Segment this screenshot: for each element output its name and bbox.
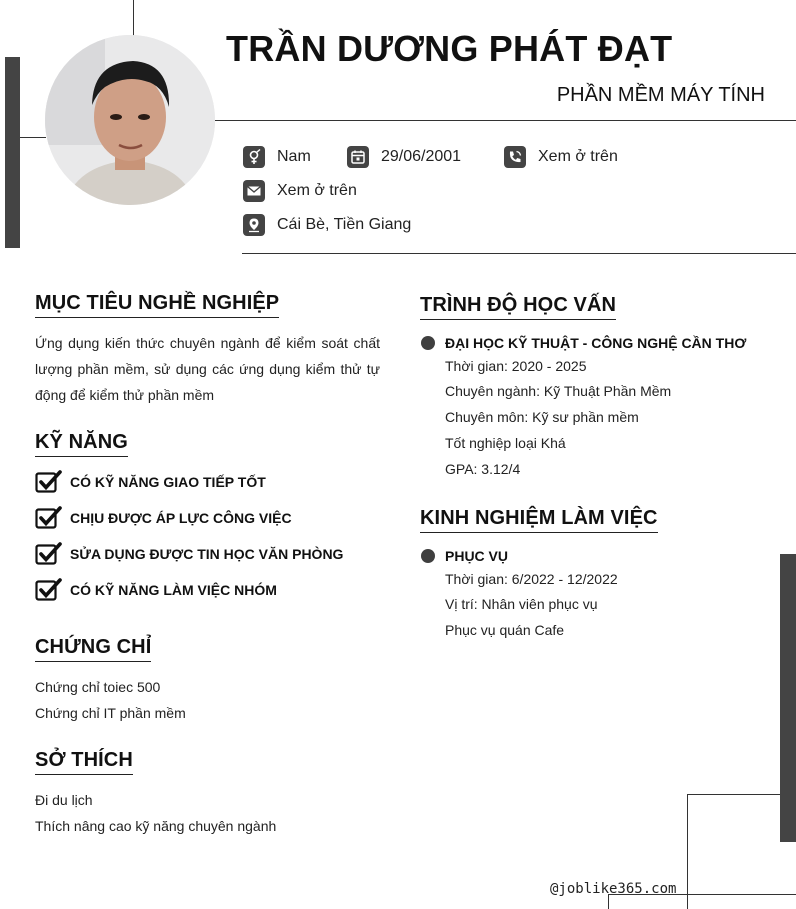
hobbies-heading: SỞ THÍCH xyxy=(35,749,133,775)
address-value: Cái Bè, Tiền Giang xyxy=(277,216,412,233)
contact-address xyxy=(243,214,411,236)
location-icon xyxy=(243,214,265,236)
candidate-name: TRẦN DƯƠNG PHÁT ĐẠT xyxy=(226,28,673,69)
calendar-icon xyxy=(347,146,369,168)
mail-icon xyxy=(243,180,265,202)
gender-value: Nam xyxy=(277,148,311,165)
education-detail: Chuyên ngành: Kỹ Thuật Phần Mềm xyxy=(445,383,672,399)
education-detail: Chuyên môn: Kỹ sư phần mềm xyxy=(445,409,639,425)
skill-label: CÓ KỸ NĂNG LÀM VIỆC NHÓM xyxy=(70,582,277,598)
contact-phone xyxy=(504,146,618,168)
contact-divider xyxy=(242,253,796,254)
watermark-text: @joblike365.com xyxy=(550,881,677,897)
checkbox-checked-icon xyxy=(35,506,63,530)
email-value: Xem ở trên xyxy=(277,182,357,199)
bottom-frame-top xyxy=(687,794,780,795)
skill-label: CHỊU ĐƯỢC ÁP LỰC CÔNG VIỆC xyxy=(70,510,292,526)
hobby-item: Đi du lịch xyxy=(35,792,93,808)
left-accent-bar xyxy=(5,57,20,248)
skill-item xyxy=(35,542,343,566)
checkbox-checked-icon xyxy=(35,470,63,494)
checkbox-checked-icon xyxy=(35,542,63,566)
hobby-item: Thích nâng cao kỹ năng chuyên ngành xyxy=(35,818,277,834)
objective-heading: MỤC TIÊU NGHỀ NGHIỆP xyxy=(35,292,279,318)
education-detail: Tốt nghiệp loại Khá xyxy=(445,435,566,451)
skill-item xyxy=(35,470,266,494)
contact-email xyxy=(243,180,357,202)
left-horizontal-line xyxy=(20,137,46,138)
education-detail: GPA: 3.12/4 xyxy=(445,461,521,477)
experience-detail: Thời gian: 6/2022 - 12/2022 xyxy=(445,571,618,587)
contact-birthday xyxy=(347,146,461,168)
top-vertical-line xyxy=(133,0,134,36)
job-position: PHẦN MỀM MÁY TÍNH xyxy=(556,84,765,106)
experience-detail: Phục vụ quán Cafe xyxy=(445,622,565,638)
school-name: ĐẠI HỌC KỸ THUẬT - CÔNG NGHỆ CẦN THƠ xyxy=(445,335,747,351)
job-title: PHỤC VỤ xyxy=(445,548,509,564)
education-detail: Thời gian: 2020 - 2025 xyxy=(445,358,587,374)
bullet-dot xyxy=(421,549,435,563)
bullet-dot xyxy=(421,336,435,350)
skill-label: SỬA DỤNG ĐƯỢC TIN HỌC VĂN PHÒNG xyxy=(70,546,344,562)
checkbox-checked-icon xyxy=(35,578,63,602)
experience-detail: Vị trí: Nhân viên phục vụ xyxy=(445,596,598,612)
gender-icon xyxy=(243,146,265,168)
bottom-frame-left xyxy=(687,794,688,909)
objective-text: Ứng dụng kiến thức chuyên ngành để kiểm soát chất lượng phần mềm, sử dụng các ứng dụng kiểm thử tự động để kiểm thử phần mềm xyxy=(35,335,380,403)
header-divider xyxy=(215,120,796,121)
contact-gender xyxy=(243,146,311,168)
certificate-item: Chứng chỉ toiec 500 xyxy=(35,679,161,695)
avatar xyxy=(45,35,215,205)
experience-heading: KINH NGHIỆM LÀM VIỆC xyxy=(420,507,658,533)
birthday-value: 29/06/2001 xyxy=(381,148,462,165)
phone-value: Xem ở trên xyxy=(538,148,618,165)
certificate-item: Chứng chỉ IT phần mềm xyxy=(35,705,186,721)
phone-icon xyxy=(504,146,526,168)
skills-heading: KỸ NĂNG xyxy=(35,431,128,457)
skill-label: CÓ KỸ NĂNG GIAO TIẾP TỐT xyxy=(70,474,266,490)
skill-item xyxy=(35,578,277,602)
education-heading: TRÌNH ĐỘ HỌC VẤN xyxy=(420,294,616,320)
certificates-heading: CHỨNG CHỈ xyxy=(35,636,151,662)
skill-item xyxy=(35,506,292,530)
right-accent-bar xyxy=(780,554,796,842)
